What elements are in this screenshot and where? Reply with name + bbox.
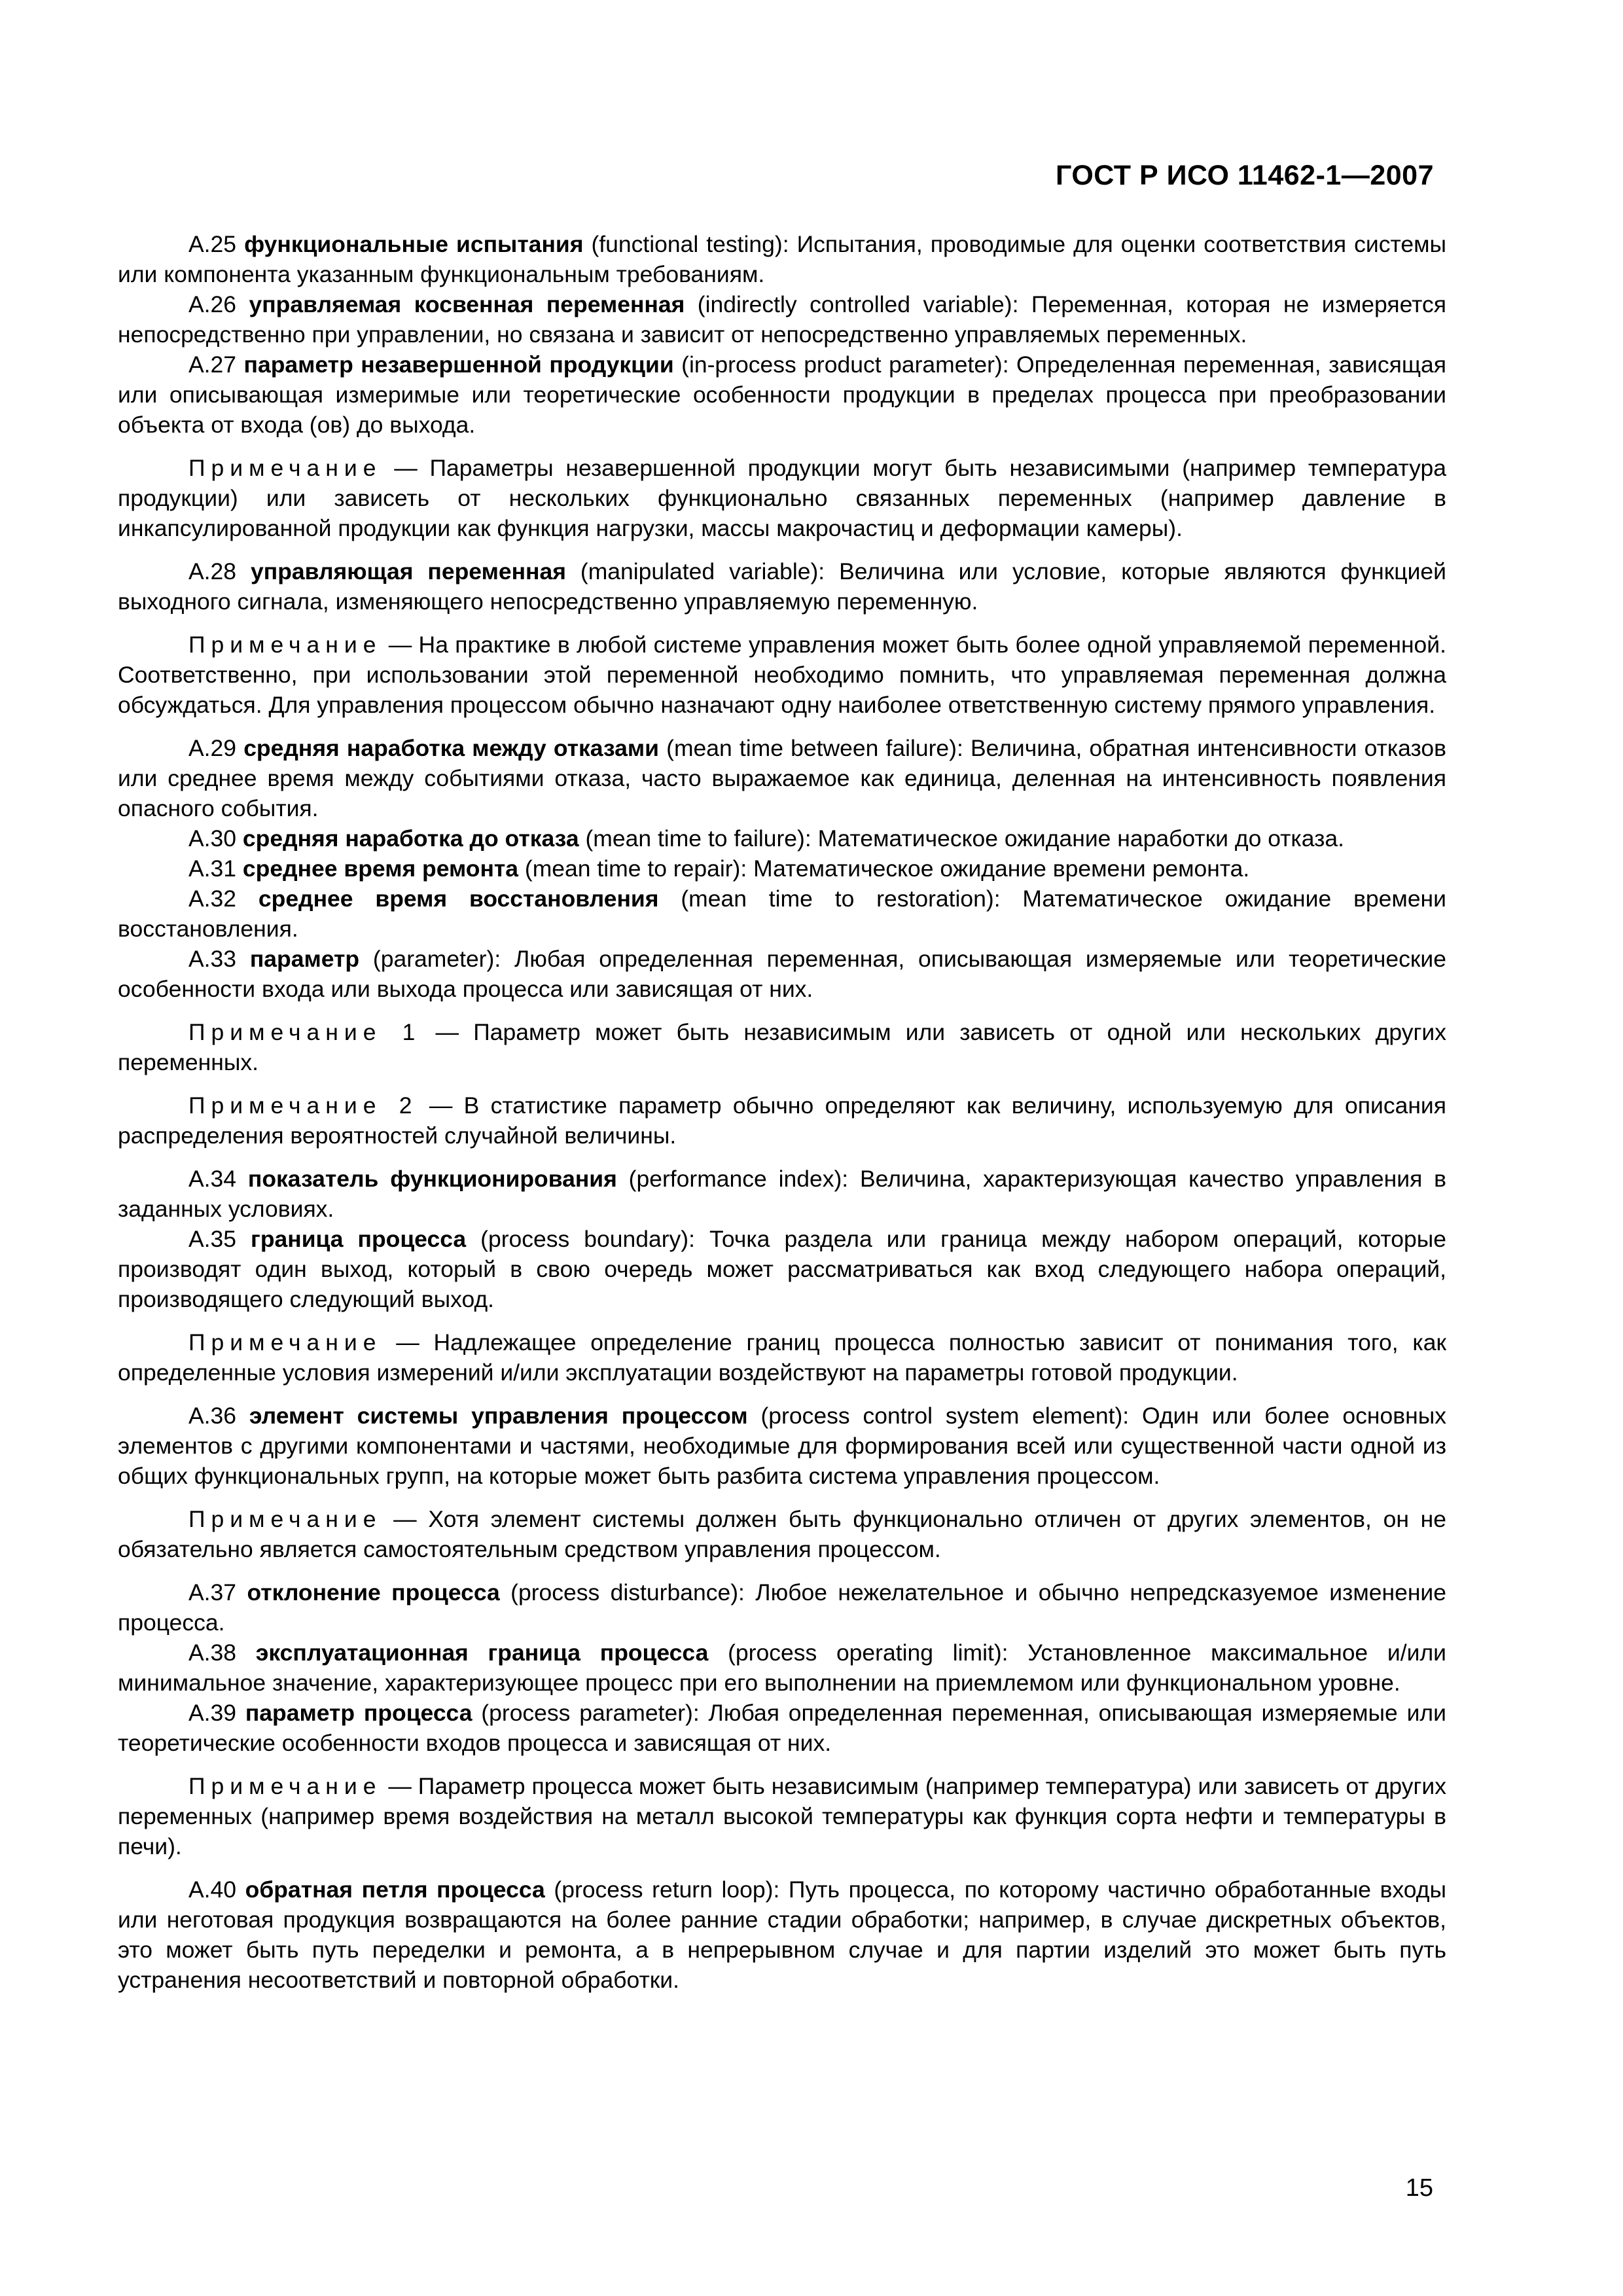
entry-number: А.30 [188,825,237,852]
note-text: — Параметры незавершенной продукции могут быть независимыми (например температура продукции) или зависеть от нескольких функционально связанных переменных (например давление в инкапсулированной продукции как функция нагрузки, массы макрочастиц и деформации камеры). [118,455,1446,541]
entry-term: параметр [249,946,360,972]
entry-definition: (functional testing): Испытания, проводимые для оценки соответствия системы или компонента указанным функциональным требованиям. [118,231,1446,287]
entry-term: параметр процесса [245,1700,473,1726]
note [118,453,1446,543]
note-label: Примечание [188,632,382,658]
note [118,630,1446,720]
entry-number: А.26 [188,291,237,317]
note [118,1090,1446,1151]
entry-term: средняя наработка между отказами [243,735,659,761]
entry-term: эксплуатационная граница процесса [255,1640,709,1666]
definition-entry [118,289,1446,350]
definition-entry [118,944,1446,1004]
entry-definition: (process control system element): Один или более основных элементов с другими компонентами и частями, необходимые для формирования всей или существенной части одной из общих функциональных групп, на которые может быть разбита система управления процессом. [118,1403,1447,1489]
entry-number: А.34 [188,1166,237,1192]
page-number: 15 [1405,2174,1433,2202]
definition-entry [118,1874,1446,1995]
entry-definition: (process boundary): Точка раздела или граница между набором операций, которые производят один выход, который в свою очередь может рассматриваться как вход следующего набора операций, производящего следующий выход. [118,1226,1446,1312]
definition-entry [118,1224,1446,1314]
entry-definition: (process disturbance): Любое нежелательное и обычно непредсказуемое изменение процесса. [118,1579,1446,1636]
entry-number: А.38 [188,1640,237,1666]
entry-number: А.32 [188,886,237,912]
note-label: Примечание [188,455,382,481]
entry-number: А.33 [188,946,237,972]
definition-entry [118,1164,1446,1224]
note [118,1771,1446,1861]
note-text: — На практике в любой системе управления может быть более одной управляемой переменной. Соответственно, при использовании этой переменной необходимо помнить, что управляемая переменная должна обсуждаться. Для управления процессом обычно назначают одну наиболее ответственную систему прямого управления. [118,632,1446,718]
entry-term: управляющая переменная [251,558,566,584]
definition-entry [118,733,1446,823]
note-text: — Надлежащее определение границ процесса полностью зависит от понимания того, как определенные условия измерений и/или эксплуатации воздействуют на параметры готовой продукции. [118,1329,1446,1386]
entry-definition: (indirectly controlled variable): Переменная, которая не измеряется непосредственно при управлении, но связана и зависит от непосредственно управляемых переменных. [118,291,1446,348]
entry-term: граница процесса [251,1226,467,1252]
entry-definition: (mean time between failure): Величина, обратная интенсивности отказов или среднее время между событиями отказа, часто выражаемое как единица, деленная на интенсивность появления опасного события. [118,735,1446,821]
entry-definition: (performance index): Величина, характеризующая качество управления в заданных условиях. [118,1166,1446,1222]
entry-term: среднее время ремонта [242,855,519,882]
entry-number: А.31 [188,855,237,882]
entry-term: обратная петля процесса [245,1876,545,1903]
entry-number: А.37 [188,1579,237,1605]
note-label: Примечание [188,1773,382,1799]
entry-term: функциональные испытания [244,231,584,257]
entry-number: А.29 [188,735,237,761]
note-text: — Параметр может быть независимым или зависеть от одной или нескольких других переменных. [118,1019,1446,1075]
entry-number: А.36 [188,1403,237,1429]
entry-number: А.39 [188,1700,237,1726]
definition-entry [118,1698,1446,1758]
entry-term: показатель функционирования [247,1166,617,1192]
definition-entry [118,884,1446,944]
entry-term: средняя наработка до отказа [242,825,579,852]
entry-term: среднее время восстановления [258,886,659,912]
definition-entry [118,1638,1446,1698]
definition-entry [118,1401,1446,1491]
definition-entry [118,556,1446,617]
entry-number: А.25 [188,231,237,257]
entry-number: А.40 [188,1876,237,1903]
note-label: Примечание [188,1506,382,1532]
note [118,1017,1446,1077]
entry-definition: (manipulated variable): Величина или условие, которые являются функцией выходного сигнала, изменяющего непосредственно управляемую переменную. [118,558,1446,615]
note-label: Примечание 2 [188,1092,418,1119]
document-body [118,229,1446,1995]
entry-definition: (process return loop): Путь процесса, по которому частично обработанные входы или неготовая продукция возвращаются на более ранние стадии обработки; например, в случае дискретных объектов, это может быть путь переделки и ремонта, а в непрерывном случае и для партии изделий это может быть путь устранения несоответствий и повторной обработки. [118,1876,1447,1993]
definition-entry [118,350,1446,440]
note-text: — В статистике параметр обычно определяют как величину, используемую для описания распределения вероятностей случайной величины. [118,1092,1446,1149]
entry-number: А.27 [188,351,237,378]
definition-entry [118,823,1446,853]
entry-definition: (in-process product parameter): Определенная переменная, зависящая или описывающая измеримые или теоретические особенности продукции в пределах процесса при преобразовании объекта от входа (ов) до выхода. [118,351,1446,438]
entry-term: управляемая косвенная переменная [249,291,685,317]
entry-definition: (process operating limit): Установленное максимальное и/или минимальное значение, характеризующее процесс при его выполнении на приемлемом или функциональном уровне. [118,1640,1446,1696]
note-label: Примечание 1 [188,1019,421,1045]
note [118,1504,1446,1564]
entry-definition: (parameter): Любая определенная переменная, описывающая измеряемые или теоретические особенности входа или выхода процесса или зависящая от них. [118,946,1446,1002]
entry-term: элемент системы управления процессом [249,1403,748,1429]
entry-term: отклонение процесса [247,1579,500,1605]
entry-number: А.28 [188,558,237,584]
definition-entry [118,1577,1446,1638]
entry-definition: (process parameter): Любая определенная переменная, описывающая измеряемые или теоретические особенности входов процесса и зависящая от них. [118,1700,1446,1756]
definition-entry [118,853,1446,884]
definition-entry [118,229,1446,289]
entry-term: параметр незавершенной продукции [243,351,674,378]
note-label: Примечание [188,1329,382,1355]
document-header: ГОСТ Р ИСО 11462-1—2007 [1056,160,1434,191]
note-text: — Хотя элемент системы должен быть функционально отличен от других элементов, он не обязательно является самостоятельным средством управления процессом. [118,1506,1446,1562]
note-text: — Параметр процесса может быть независимым (например температура) или зависеть от других переменных (например время воздействия на металл высокой температуры как функция сорта нефти и температуры в печи). [118,1773,1446,1859]
entry-definition: (mean time to failure): Математическое ожидание наработки до отказа. [579,825,1344,852]
note [118,1327,1446,1388]
entry-number: А.35 [188,1226,237,1252]
entry-definition: (mean time to repair): Математическое ожидание времени ремонта. [518,855,1250,882]
entry-definition: (mean time to restoration): Математическое ожидание времени восстановления. [118,886,1446,942]
